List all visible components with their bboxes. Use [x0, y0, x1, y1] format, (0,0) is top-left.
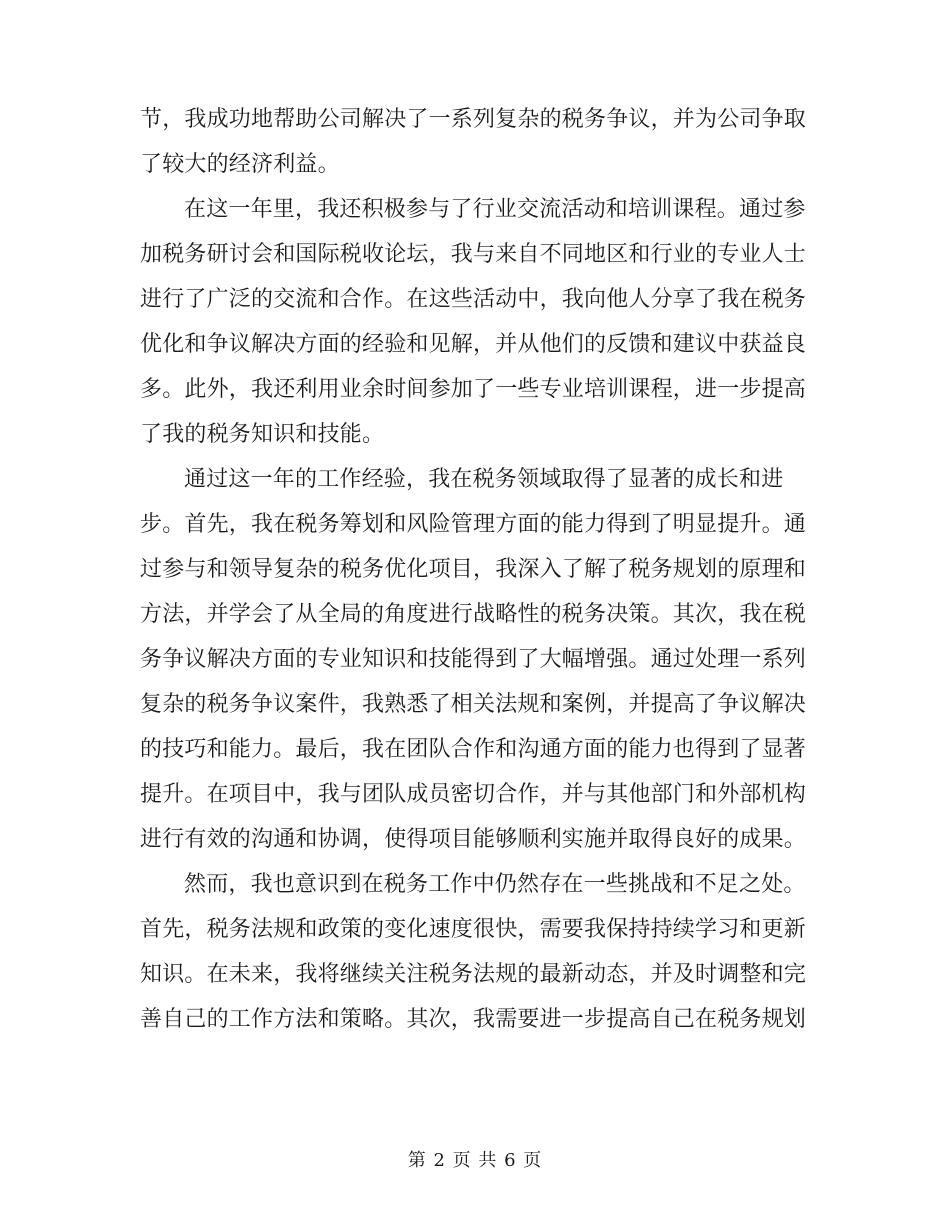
text-line: 务争议解决方面的专业知识和技能得到了大幅增强。通过处理一系列 — [140, 647, 807, 672]
text-line: 节，我成功地帮助公司解决了一系列复杂的税务争议，并为公司争取 — [140, 107, 807, 132]
text-line: 的技巧和能力。最后，我在团队合作和沟通方面的能力也得到了显著 — [140, 737, 807, 762]
paragraph — [140, 97, 807, 187]
page-footer: 第 2 页 共 6 页 — [407, 1150, 543, 1171]
text-line: 进行了广泛的交流和合作。在这些活动中，我向他人分享了我在税务 — [140, 287, 807, 312]
paragraph — [140, 457, 807, 862]
text-line: 善自己的工作方法和策略。其次，我需要进一步提高自己在税务规划 — [140, 1007, 807, 1032]
text-line: 优化和争议解决方面的经验和见解，并从他们的反馈和建议中获益良 — [140, 332, 807, 357]
text-line: 然而，我也意识到在税务工作中仍然存在一些挑战和不足之处。 — [184, 872, 806, 897]
text-line: 复杂的税务争议案件，我熟悉了相关法规和案例，并提高了争议解决 — [140, 692, 807, 717]
text-line: 进行有效的沟通和协调，使得项目能够顺利实施并取得良好的成果。 — [140, 827, 807, 852]
text-line: 提升。在项目中，我与团队成员密切合作，并与其他部门和外部机构 — [140, 782, 807, 807]
text-line: 首先，税务法规和政策的变化速度很快，需要我保持持续学习和更新 — [140, 917, 807, 942]
text-line: 加税务研讨会和国际税收论坛，我与来自不同地区和行业的专业人士 — [140, 242, 807, 267]
text-line: 在这一年里，我还积极参与了行业交流活动和培训课程。通过参 — [184, 197, 806, 222]
text-line: 过参与和领导复杂的税务优化项目，我深入了解了税务规划的原理和 — [140, 557, 807, 582]
text-line: 多。此外，我还利用业余时间参加了一些专业培训课程，进一步提高 — [140, 377, 807, 402]
text-line: 了较大的经济利益。 — [140, 152, 340, 177]
text-line: 方法，并学会了从全局的角度进行战略性的税务决策。其次，我在税 — [140, 602, 807, 627]
text-line: 了我的税务知识和技能。 — [140, 422, 385, 447]
text-line: 通过这一年的工作经验，我在税务领域取得了显著的成长和进 — [184, 467, 784, 492]
text-line: 知识。在未来，我将继续关注税务法规的最新动态，并及时调整和完 — [140, 962, 807, 987]
paragraph — [140, 187, 807, 457]
paragraph — [140, 862, 807, 1042]
document-body — [140, 97, 807, 1042]
text-line: 步。首先，我在税务筹划和风险管理方面的能力得到了明显提升。通 — [140, 512, 807, 537]
